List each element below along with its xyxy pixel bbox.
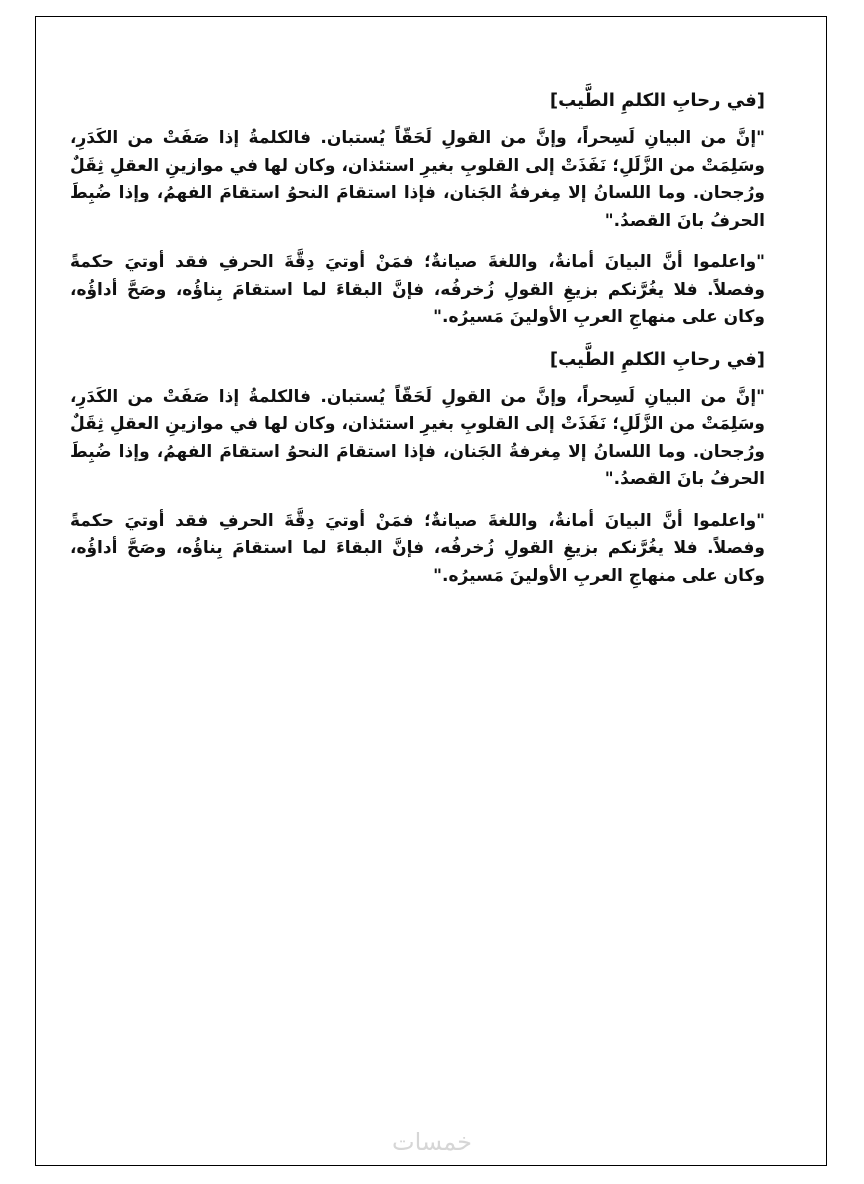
section-heading: [في رحابِ الكلمِ الطَّيب] xyxy=(549,348,765,370)
paragraph: "واعلموا أنَّ البيانَ أمانةٌ، واللغةَ صيانةٌ؛ فمَنْ أوتيَ دِقَّةَ الحرفِ فقد أوتيَ حكمةً وفصلاً. فلا يغُرَّنكم بزيغِ القولِ زُخرفُه، فإنَّ البقاءَ لما استقامَ بِناؤُه، وصَحَّ أداؤُه، وكان على منهاجِ العربِ الأولينَ مَسيرُه." xyxy=(70,510,765,586)
paragraph: "إنَّ من البيانِ لَسِحراً، وإنَّ من القولِ لَحَقّاً يُستبان. فالكلمةُ إذا صَفَتْ من الكَدَرِ، وسَلِمَتْ من الزَّلَلِ؛ نَفَذَتْ إلى القلوبِ بغيرِ استئذان، وكان لها في موازينِ العقلِ ثِقَلٌ ورُجحان. وما اللسانُ إلا مِغرفةُ الجَنان، فإذا استقامَ النحوُ استقامَ الفهمُ، وإذا ضُبِطَ الحرفُ بانَ القصدُ." xyxy=(70,386,765,489)
section-1 xyxy=(70,87,765,332)
document-body xyxy=(70,75,765,604)
watermark-logo: خمسات xyxy=(391,1128,473,1156)
section-heading: [في رحابِ الكلمِ الطَّيب] xyxy=(549,90,765,111)
paragraph: "واعلموا أنَّ البيانَ أمانةٌ، واللغةَ صيانةٌ؛ فمَنْ أوتيَ دِقَّةَ الحرفِ فقد أوتيَ حكمةً وفصلاً. فلا يغُرَّنكم بزيغِ القولِ زُخرفُه، فإنَّ البقاءَ لما استقامَ بِناؤُه، وصَحَّ أداؤُه، وكان على منهاجِ العربِ الأولينَ مَسيرُه." xyxy=(70,252,765,327)
section-2 xyxy=(70,346,765,591)
paragraph: "إنَّ من البيانِ لَسِحراً، وإنَّ من القولِ لَحَقّاً يُستبان. فالكلمةُ إذا صَفَتْ من الكَدَرِ، وسَلِمَتْ من الزَّلَلِ؛ نَفَذَتْ إلى القلوبِ بغيرِ استئذان، وكان لها في موازينِ العقلِ ثِقَلٌ ورُجحان. وما اللسانُ إلا مِغرفةُ الجَنان، فإذا استقامَ النحوُ استقامَ الفهمُ، وإذا ضُبِطَ الحرفُ بانَ القصدُ." xyxy=(70,128,765,231)
